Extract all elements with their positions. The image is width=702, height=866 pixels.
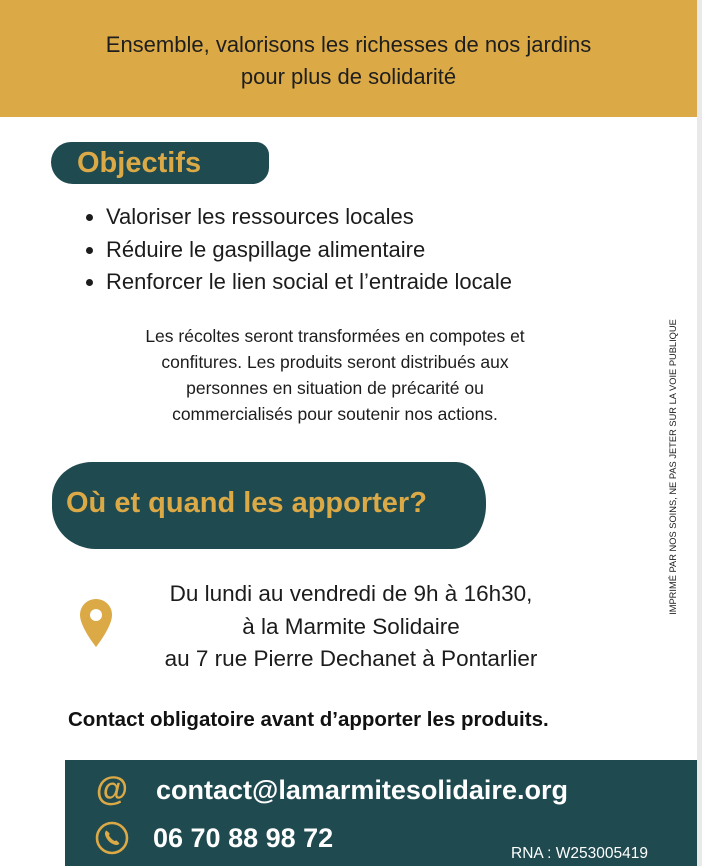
phone-icon bbox=[95, 821, 129, 855]
at-sign-icon: @ bbox=[95, 770, 129, 807]
description-line-2: confitures. Les produits seront distribués aux bbox=[161, 352, 509, 372]
objectifs-heading-badge bbox=[51, 142, 269, 184]
objectives-list bbox=[72, 201, 666, 299]
objectifs-heading: Objectifs bbox=[77, 147, 202, 179]
banner-line-1: Ensemble, valorisons les richesses de nos jardins bbox=[105, 32, 592, 57]
banner-line-2: pour plus de solidarité bbox=[240, 64, 457, 89]
location-pin-icon bbox=[79, 598, 113, 648]
contact-requirement-note: Contact obligatoire avant d’apporter les produits. bbox=[68, 708, 549, 731]
banner-slogan bbox=[0, 29, 697, 93]
email-link[interactable]: contact@lamarmitesolidaire.org bbox=[156, 775, 568, 805]
description-line-1: Les récoltes seront transformées en compotes et bbox=[145, 326, 525, 346]
where-line-1: Du lundi au vendredi de 9h à 16h30, bbox=[169, 581, 533, 606]
description-line-3: personnes en situation de précarité ou bbox=[186, 378, 484, 398]
where-line-3: au 7 rue Pierre Dechanet à Pontarlier bbox=[164, 646, 538, 671]
where-heading: Où et quand les apporter? bbox=[66, 487, 427, 519]
where-heading-badge bbox=[52, 462, 486, 549]
print-notice-text: IMPRIMÉ PAR NOS SOINS, NE PAS JETER SUR LA VOIE PUBLIQUE bbox=[668, 319, 678, 615]
contact-footer bbox=[65, 760, 697, 866]
right-edge-strip bbox=[697, 0, 702, 866]
description-line-4: commercialisés pour soutenir nos actions. bbox=[172, 404, 498, 424]
objective-item-2: • Réduire le gaspillage alimentaire bbox=[106, 234, 666, 267]
objective-item-3: • Renforcer le lien social et l’entraide locale bbox=[106, 266, 666, 299]
phone-number[interactable]: 06 70 88 98 72 bbox=[153, 823, 334, 853]
objective-item-1: • Valoriser les ressources locales bbox=[106, 201, 666, 234]
objectives-description bbox=[95, 323, 575, 427]
header-banner bbox=[0, 0, 697, 117]
where-line-2: à la Marmite Solidaire bbox=[242, 613, 460, 639]
where-details bbox=[128, 578, 574, 676]
rna-number: RNA : W253005419 bbox=[511, 845, 649, 862]
